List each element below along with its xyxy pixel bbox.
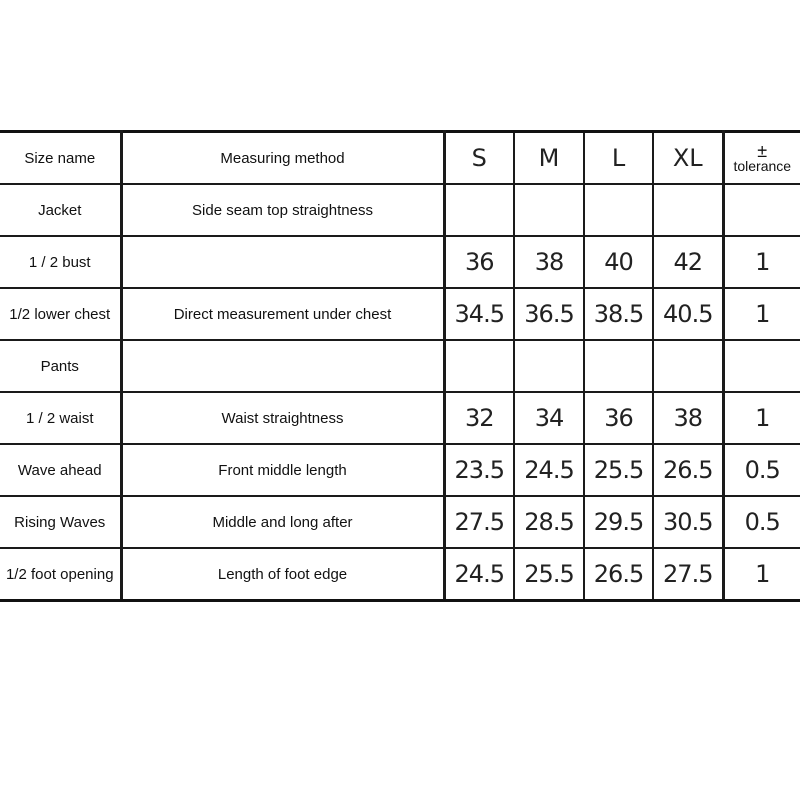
row-tolerance xyxy=(723,184,800,236)
row-value-l: 25.5 xyxy=(584,444,653,496)
size-chart-table xyxy=(0,130,800,602)
row-value-l: 36 xyxy=(584,392,653,444)
tolerance-symbol: ± xyxy=(757,140,768,161)
table-row xyxy=(0,392,800,444)
row-tolerance: 0.5 xyxy=(723,444,800,496)
row-value-s: 34.5 xyxy=(444,288,514,340)
header-measuring-method: Measuring method xyxy=(121,132,444,185)
row-tolerance: 1 xyxy=(723,548,800,601)
row-value-xl xyxy=(653,184,723,236)
row-name: 1/2 lower chest xyxy=(0,288,121,340)
table-row xyxy=(0,236,800,288)
table-row xyxy=(0,548,800,601)
row-value-m: 25.5 xyxy=(514,548,584,601)
row-value-s xyxy=(444,184,514,236)
row-value-m: 24.5 xyxy=(514,444,584,496)
row-method: Front middle length xyxy=(121,444,444,496)
row-value-s: 24.5 xyxy=(444,548,514,601)
row-value-xl xyxy=(653,340,723,392)
row-value-m: 28.5 xyxy=(514,496,584,548)
row-method xyxy=(121,340,444,392)
row-value-l xyxy=(584,340,653,392)
table-row xyxy=(0,444,800,496)
row-tolerance: 0.5 xyxy=(723,496,800,548)
row-name: Rising Waves xyxy=(0,496,121,548)
header-size-l: L xyxy=(584,132,653,185)
row-name: 1 / 2 bust xyxy=(0,236,121,288)
row-name: Pants xyxy=(0,340,121,392)
table-row xyxy=(0,184,800,236)
row-value-l: 26.5 xyxy=(584,548,653,601)
row-method: Direct measurement under chest xyxy=(121,288,444,340)
row-method: Middle and long after xyxy=(121,496,444,548)
row-tolerance xyxy=(723,340,800,392)
row-value-s: 32 xyxy=(444,392,514,444)
row-name: 1 / 2 waist xyxy=(0,392,121,444)
row-name: 1/2 foot opening xyxy=(0,548,121,601)
row-method: Side seam top straightness xyxy=(121,184,444,236)
row-value-s: 36 xyxy=(444,236,514,288)
table-row xyxy=(0,340,800,392)
row-value-l: 38.5 xyxy=(584,288,653,340)
table-row xyxy=(0,288,800,340)
row-value-xl: 30.5 xyxy=(653,496,723,548)
row-tolerance: 1 xyxy=(723,236,800,288)
row-method xyxy=(121,236,444,288)
row-value-m: 36.5 xyxy=(514,288,584,340)
row-value-xl: 26.5 xyxy=(653,444,723,496)
row-tolerance: 1 xyxy=(723,392,800,444)
row-name: Jacket xyxy=(0,184,121,236)
header-size-name: Size name xyxy=(0,132,121,185)
row-value-xl: 42 xyxy=(653,236,723,288)
row-value-l: 29.5 xyxy=(584,496,653,548)
row-value-xl: 40.5 xyxy=(653,288,723,340)
header-size-m: M xyxy=(514,132,584,185)
row-value-m xyxy=(514,184,584,236)
tolerance-label: tolerance xyxy=(733,157,792,174)
header-size-xl: XL xyxy=(653,132,723,185)
header-row xyxy=(0,132,800,185)
table-row xyxy=(0,496,800,548)
row-value-l xyxy=(584,184,653,236)
row-method: Waist straightness xyxy=(121,392,444,444)
row-value-s: 23.5 xyxy=(444,444,514,496)
row-method: Length of foot edge xyxy=(121,548,444,601)
row-tolerance: 1 xyxy=(723,288,800,340)
row-value-s: 27.5 xyxy=(444,496,514,548)
header-tolerance xyxy=(723,132,800,185)
row-value-l: 40 xyxy=(584,236,653,288)
row-value-m: 34 xyxy=(514,392,584,444)
row-value-m xyxy=(514,340,584,392)
row-value-xl: 38 xyxy=(653,392,723,444)
row-value-xl: 27.5 xyxy=(653,548,723,601)
row-value-m: 38 xyxy=(514,236,584,288)
header-size-s: S xyxy=(444,132,514,185)
row-value-s xyxy=(444,340,514,392)
row-name: Wave ahead xyxy=(0,444,121,496)
